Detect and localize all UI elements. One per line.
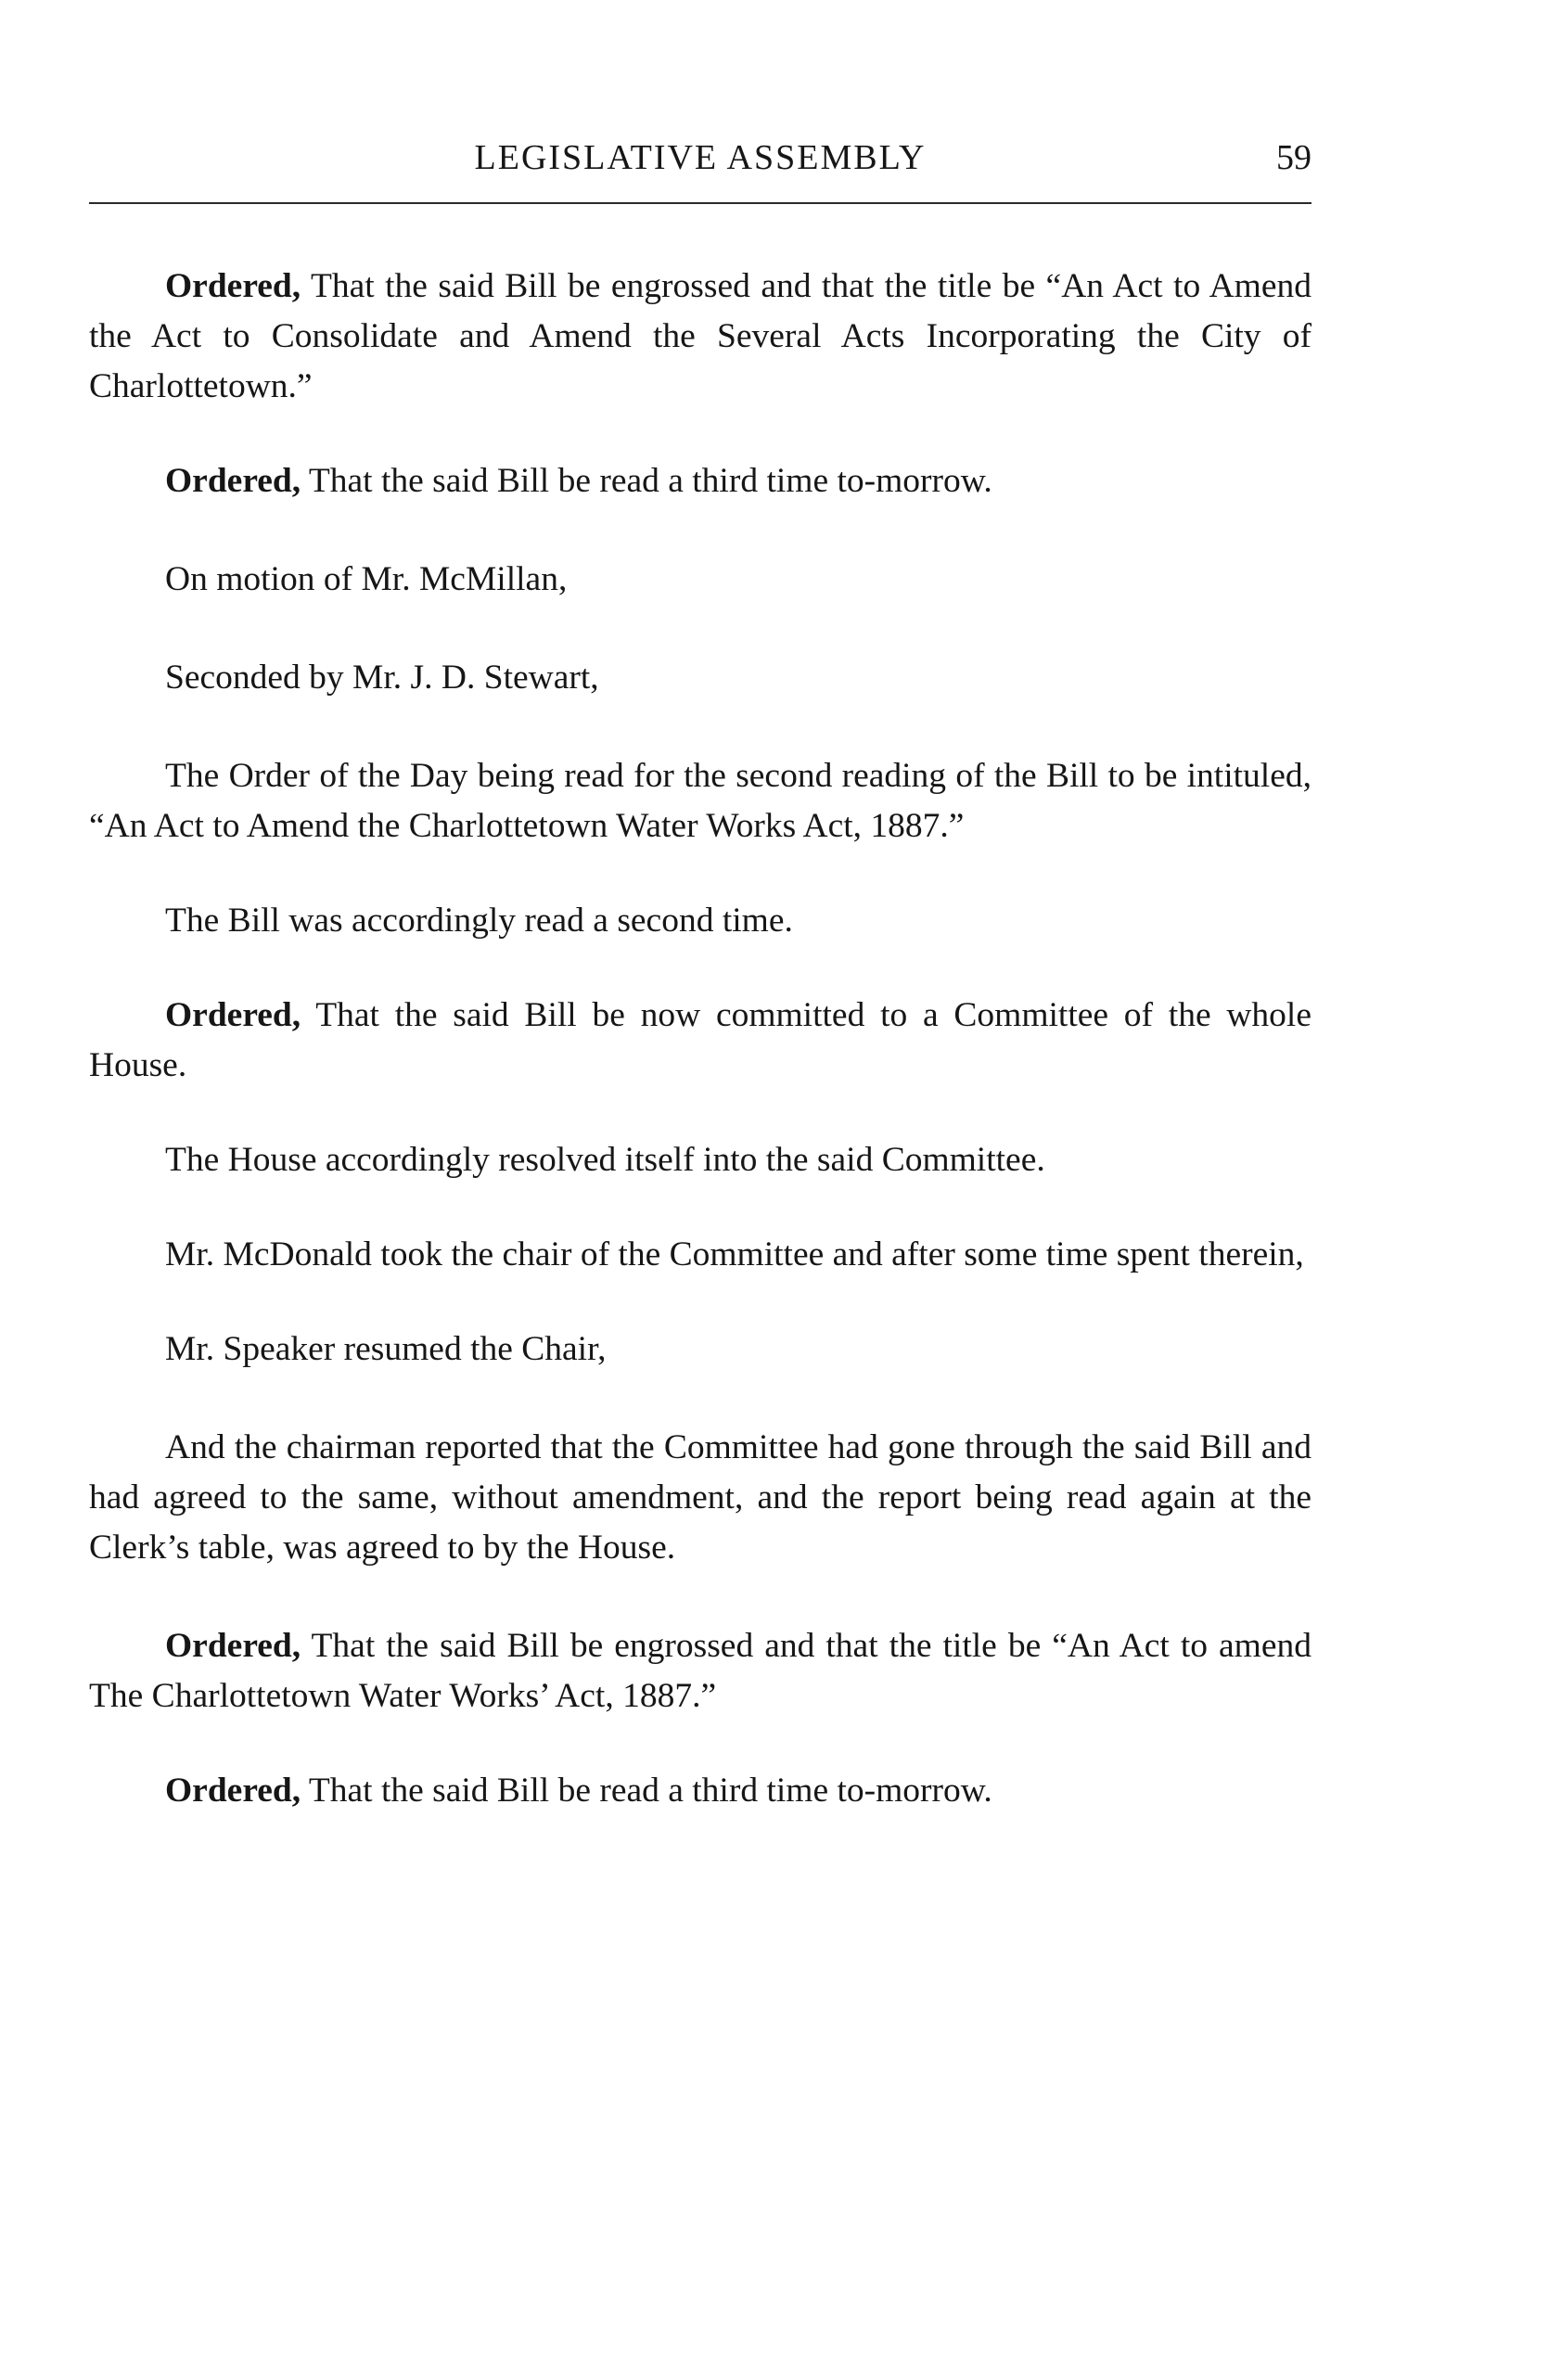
- paragraph-lead: Ordered,: [165, 462, 301, 500]
- header-rule: [89, 202, 1311, 204]
- paragraph-lead: Ordered,: [165, 1627, 301, 1665]
- paragraph-text: The Order of the Day being read for the second reading of the Bill to be intituled, “An Act to Amend the Charlottetown Water Works Act, 1887.”: [89, 757, 1311, 845]
- page-number: 59: [1276, 138, 1311, 177]
- paragraph-text: On motion of Mr. McMillan,: [165, 560, 568, 598]
- paragraph-order-of-day: [89, 751, 1311, 851]
- paragraph-text: Mr. Speaker resumed the Chair,: [165, 1330, 607, 1368]
- paragraph-chair-taken: [89, 1230, 1311, 1280]
- paragraph-text: And the chairman reported that the Committee had gone through the said Bill and had agreed to the same, without amendment, and the report being read again at the Clerk’s table, was agreed to by the House.: [89, 1428, 1311, 1567]
- paragraph-ordered-title-2: [89, 1621, 1311, 1721]
- paragraph-motion: [89, 555, 1311, 605]
- paragraph-seconded: [89, 653, 1311, 703]
- paragraph-text: That the said Bill be now committed to a Committee of the whole House.: [89, 996, 1311, 1084]
- running-title: LEGISLATIVE ASSEMBLY: [474, 138, 927, 177]
- paragraph-text: That the said Bill be engrossed and that the title be “An Act to amend The Charlottetown Water Works’ Act, 1887.”: [89, 1627, 1311, 1715]
- paragraph-house-resolved: [89, 1135, 1311, 1185]
- paragraph-speaker-resumed: [89, 1324, 1311, 1375]
- paragraph-text: That the said Bill be engrossed and that the title be “An Act to Amend the Act to Consolidate and Amend the Several Acts Incorporating the City of Charlottetown.”: [89, 267, 1311, 405]
- paragraph-ordered-title-1: [89, 262, 1311, 412]
- paragraph-text: That the said Bill be read a third time to-morrow.: [308, 462, 992, 500]
- paragraph-text: Seconded by Mr. J. D. Stewart,: [165, 659, 599, 697]
- paragraph-text: That the said Bill be read a third time to-morrow.: [308, 1772, 992, 1810]
- paragraph-ordered-third-reading-1: [89, 456, 1311, 506]
- paragraph-lead: Ordered,: [165, 267, 301, 305]
- running-head: [89, 137, 1311, 193]
- paragraph-text: The Bill was accordingly read a second time.: [165, 902, 793, 940]
- document-body: [89, 262, 1311, 1816]
- paragraph-chairman-report: [89, 1423, 1311, 1573]
- paragraph-text: Mr. McDonald took the chair of the Committee and after some time spent therein,: [165, 1235, 1304, 1273]
- paragraph-lead: Ordered,: [165, 1772, 301, 1810]
- paragraph-text: The House accordingly resolved itself into the said Committee.: [165, 1141, 1045, 1179]
- paragraph-lead: Ordered,: [165, 996, 301, 1034]
- paragraph-second-reading: [89, 896, 1311, 946]
- paragraph-ordered-committed: [89, 991, 1311, 1091]
- paragraph-ordered-third-reading-2: [89, 1766, 1311, 1816]
